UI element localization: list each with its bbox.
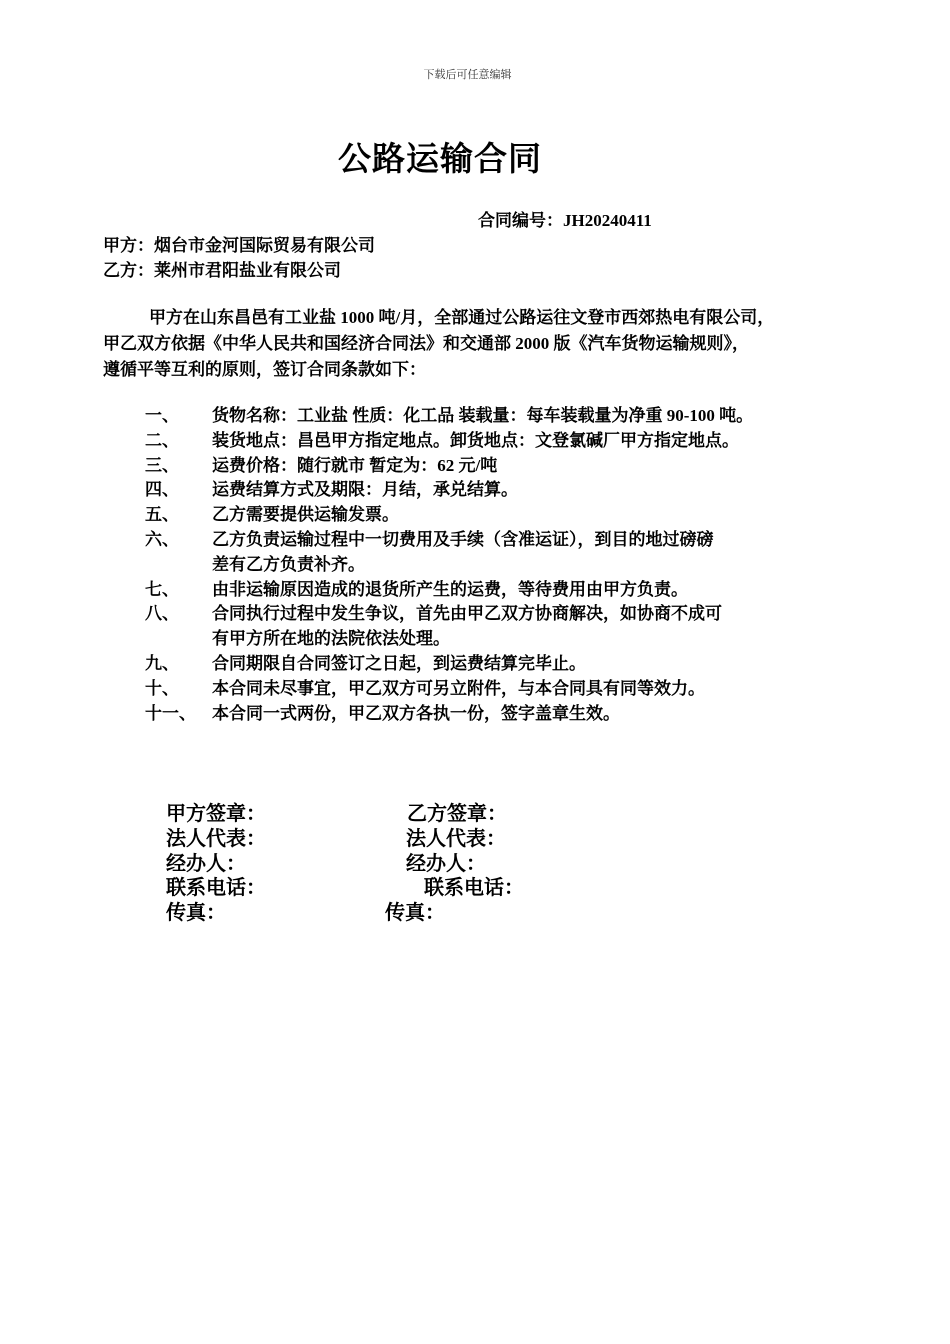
term-item [145,478,845,503]
term-item [145,677,845,702]
term-item [145,652,845,677]
intro-line-1: 甲方在山东昌邑有工业盐 1000 吨/月，全部通过公路运往文登市西郊热电有限公司， [149,308,775,327]
term-text [212,702,792,727]
term-text [212,652,792,677]
term-item [145,602,845,652]
intro-paragraph [103,305,848,383]
term-number: 七、 [145,579,179,599]
party-a-seal-label: 甲方签章： [166,803,266,825]
term-text [212,429,792,454]
term-text [212,528,792,578]
party-b: 乙方：莱州市君阳盐业有限公司 [103,261,341,280]
term-line: 差有乙方负责补齐。 [212,554,365,574]
term-item [145,702,845,727]
term-number: 五、 [145,505,179,525]
term-number: 十、 [145,678,179,698]
document-title: 公路运输合同 [338,142,542,178]
term-text [212,503,792,528]
term-line: 合同期限自合同签订之日起，到运费结算完毕止。 [212,653,586,673]
term-number: 三、 [145,455,179,475]
term-line: 合同执行过程中发生争议，首先由甲乙双方协商解决，如协商不成可 [212,604,722,624]
party-a-legal-rep-label: 法人代表： [166,827,266,850]
party-b-handler-label: 经办人： [406,852,486,875]
party-b-legal-rep-label: 法人代表： [406,827,506,850]
term-number: 八、 [145,604,179,624]
term-number: 九、 [145,653,179,673]
party-a-fax-label: 传真： [166,902,226,925]
header-note: 下载后可任意编辑 [423,69,512,81]
term-line: 运费价格：随行就市 暂定为：62 元/吨 [212,455,498,475]
term-item [145,429,845,454]
term-number: 二、 [145,430,179,450]
term-text [212,478,792,503]
term-item [145,528,845,578]
party-b-phone-label: 联系电话： [424,877,524,900]
term-line: 装货地点：昌邑甲方指定地点。卸货地点：文登氯碱厂甲方指定地点。 [212,430,739,450]
term-line: 乙方需要提供运输发票。 [212,505,399,525]
term-text [212,677,792,702]
term-line: 有甲方所在地的法院依法处理。 [212,629,450,649]
term-text [212,578,792,603]
term-line: 本合同一式两份，甲乙双方各执一份，签字盖章生效。 [212,703,620,723]
term-number: 十一、 [145,703,196,723]
term-number: 六、 [145,529,179,549]
contract-number: 合同编号：JH20240411 [478,211,652,230]
term-line: 货物名称：工业盐 性质：化工品 装载量：每车装载量为净重 90-100 吨。 [212,406,754,425]
term-item [145,454,845,479]
term-line: 运费结算方式及期限：月结，承兑结算。 [212,480,518,500]
intro-line-2: 甲乙双方依据《中华人民共和国经济合同法》和交通部 2000 版《汽车货物运输规则》， [103,334,749,353]
party-a-handler-label: 经办人： [166,852,246,875]
party-a-phone-label: 联系电话： [166,877,266,900]
terms-list [145,404,845,726]
term-text [212,454,792,479]
term-item [145,503,845,528]
term-number: 四、 [145,480,179,500]
term-number: 一、 [145,406,179,425]
term-text [212,404,792,429]
intro-line-3: 遵循平等互利的原则，签订合同条款如下： [103,360,426,379]
term-item [145,578,845,603]
term-line: 本合同未尽事宜，甲乙双方可另立附件，与本合同具有同等效力。 [212,678,705,698]
term-text [212,602,792,652]
term-line: 乙方负责运输过程中一切费用及手续（含准运证），到目的地过磅磅 [212,529,714,549]
party-a: 甲方：烟台市金河国际贸易有限公司 [103,236,375,255]
term-item [145,404,845,429]
party-b-fax-label: 传真： [385,902,445,925]
party-b-seal-label: 乙方签章： [407,803,507,825]
term-line: 由非运输原因造成的退货所产生的运费，等待费用由甲方负责。 [212,579,688,599]
